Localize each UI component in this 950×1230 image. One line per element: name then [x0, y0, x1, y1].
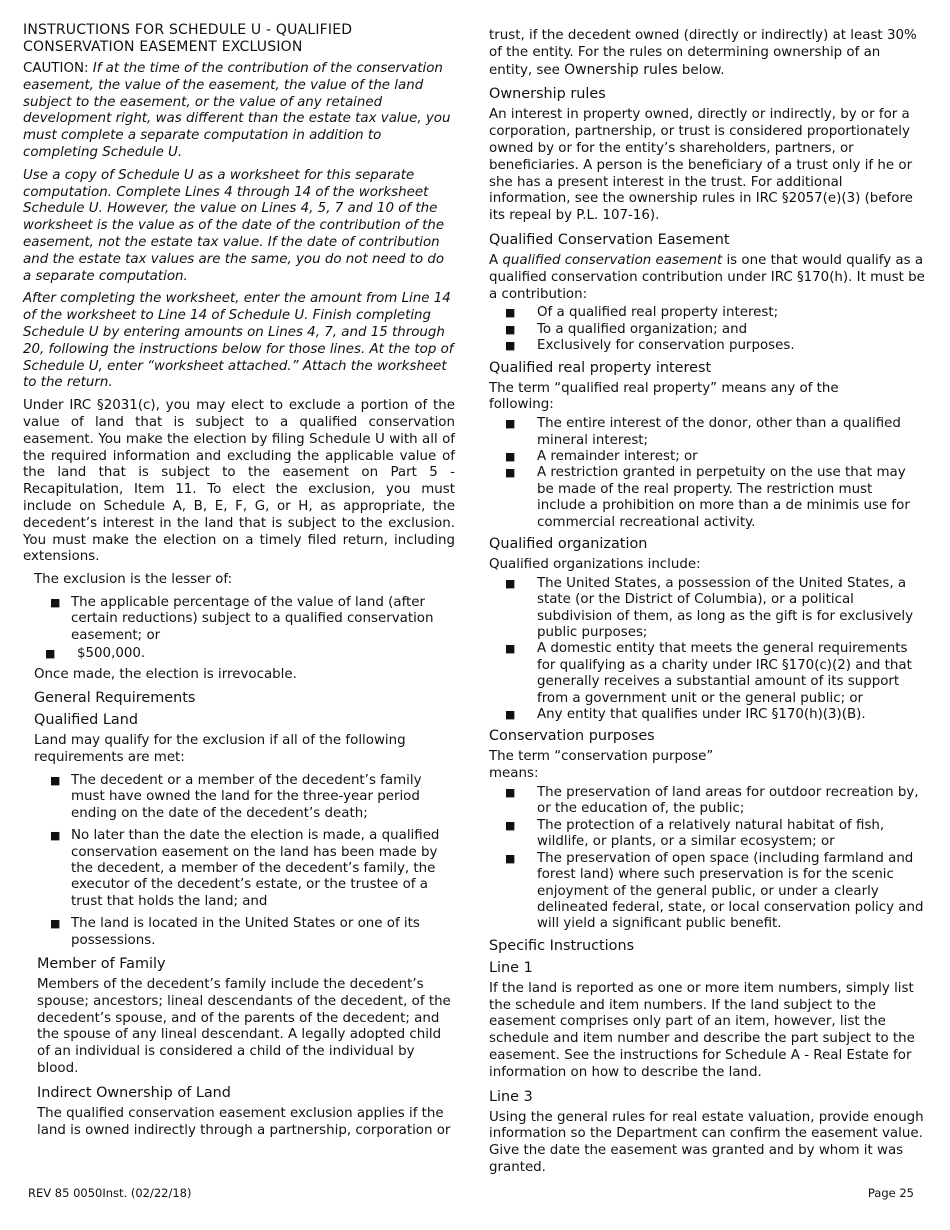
bullet-icon: ■: [505, 322, 516, 336]
bullet-icon: ■: [505, 417, 516, 431]
bullet-icon: ■: [505, 786, 516, 800]
bullet-icon: ■: [50, 595, 61, 609]
list-item: ■ $500,000.: [45, 646, 146, 662]
list-item: ■ The land is located in the United States or one of its possessions.: [50, 916, 420, 948]
heading-qualified-organization: Qualified organization: [489, 536, 648, 553]
bullet-icon: ■: [50, 773, 61, 787]
list-item: ■ To a qualified organization; and: [505, 321, 748, 337]
heading-general-requirements: General Requirements: [34, 690, 196, 707]
member-of-family-paragraph: Members of the decedent’s family include the decedent’s spouse; ancestors; lineal descendants of the decedent, of the decedent’s spouse, and of the parents of the decedent; and the spouse of any lineal descendant. A legally adopted child of an individual is considered a child of the individual by blood.: [37, 976, 451, 1076]
line-3-paragraph: Using the general rules for real estate valuation, provide enough information so the Department can confirm the easement value. Give the date the easement was granted and by whom it was granted.: [489, 1109, 924, 1175]
bullet-icon: ■: [505, 708, 516, 722]
list-item: ■ A remainder interest; or: [505, 448, 698, 464]
election-paragraph: Under IRC §2031(c), you may elect to exclude a portion of the value of land that is subject to a qualified conservation easement. You make the election by filing Schedule U with all of the required information and excluding the applicable value of the land that is subject to the easement on Part 5 - Recapitulation, Item 11. To elect the exclusion, you must include on Schedule A, B, E, F, G, or H, as appropriate, the decedent’s interest in the land that is subject to the exclusion. You must make the election on a timely filed return, including extensions.: [23, 398, 455, 565]
heading-line-1: Line 1: [489, 959, 533, 976]
bullet-icon: ■: [505, 818, 516, 832]
heading-specific-instructions: Specific Instructions: [489, 937, 635, 954]
lesser-intro: The exclusion is the lesser of:: [34, 572, 233, 588]
page-number: Page 25: [867, 1186, 914, 1200]
bullet-icon: ■: [505, 576, 516, 590]
bullet-icon: ■: [50, 917, 61, 931]
lesser-list: [23, 595, 455, 663]
list-item: ■ The decedent or a member of the decedent’s family must have owned the land for the three-year period ending on the date of the decedent’s death;: [50, 772, 422, 821]
cp-list: [489, 785, 925, 933]
heading-qualified-conservation-easement: Qualified Conservation Easement: [489, 231, 730, 248]
list-item: ■ A restriction granted in perpetuity on the use that may be made of the real property. The restriction must include a prohibition on more than a de minimis use for commercial recreational activity.: [505, 465, 910, 530]
list-item: ■ The entire interest of the donor, other than a qualified mineral interest;: [505, 416, 901, 448]
heading-line-3: Line 3: [489, 1088, 533, 1105]
caution-paragraph: [23, 61, 455, 162]
qo-intro: Qualified organizations include:: [489, 557, 701, 573]
ownership-rules-paragraph: An interest in property owned, directly or indirectly, by or for a corporation, partnership, or trust is considered proportionately owned by or for the entity’s shareholders, partners, or beneficiaries. A person is the beneficiary of a trust only if he or she has a present interest in the trust. For additional information, see the ownership rules in IRC §2057(e)(3) (before its repeal by P.L. 107-16).: [489, 107, 913, 224]
caution-text: If at the time of the contribution of the conservation easement, the value of the easement, the value of the land subject to the easement, or the value of any retained development right, was different than the estate tax value, you must complete a separate computation in addition to completing Schedule U.: [23, 61, 451, 160]
caution-label: CAUTION:: [23, 61, 93, 76]
title-line-2: CONSERVATION EASEMENT EXCLUSION: [23, 39, 303, 55]
indirect-ownership-paragraph: The qualified conservation easement exclusion applies if the land is owned indirectly through a partnership, corporation or: [37, 1105, 451, 1138]
heading-indirect-ownership: Indirect Ownership of Land: [37, 1084, 231, 1101]
worksheet-paragraph: Use a copy of Schedule U as a worksheet for this separate computation. Complete Lines 4 through 14 of the worksheet Schedule U. However, the value on Lines 4, 5, 7 and 10 of the worksheet is the value as of the date of the contribution of the easement, not the estate tax value. If the date of contribution and the estate tax values are the same, you do not need to do a separate computation.: [23, 167, 445, 284]
list-item: ■ The United States, a possession of the United States, a state (or the District of Columbia), or a political subdivision of them, as long as the gift is for exclusively public purposes;: [505, 575, 914, 641]
list-item: ■ A domestic entity that meets the general requirements for qualifying as a charity under IRC §170(c)(2) and that generally receives a substantial amount of its support from a government unit or the general public; or: [505, 641, 912, 706]
list-item: ■ The preservation of land areas for outdoor recreation by, or the education of, the public;: [505, 785, 919, 817]
bullet-icon: ■: [45, 647, 56, 661]
list-item: ■ Exclusively for conservation purposes.: [505, 338, 795, 354]
list-item: ■ The preservation of open space (including farmland and forest land) where such preservation is for the scenic enjoyment of the general public, or under a clearly delineated federal, state, or local conservation policy and will yield a significant public benefit.: [505, 850, 924, 932]
line-1-paragraph: If the land is reported as one or more item numbers, simply list the schedule and item numbers. If the land subject to the easement comprises only part of an item, however, list the schedule and item number and describe the part subject to the easement. See the instructions for Schedule A - Real Estate for information on how to describe the land.: [489, 980, 915, 1080]
form-identifier: REV 85 0050Inst. (02/22/18): [28, 1186, 192, 1200]
qrpi-intro: The term “qualified real property” means any of the following:: [489, 380, 839, 413]
heading-qualified-land: Qualified Land: [34, 712, 138, 729]
bullet-icon: ■: [505, 466, 516, 480]
bullet-icon: ■: [505, 306, 516, 320]
qce-term: qualified conservation easement: [502, 252, 723, 268]
irrevocable-note: Once made, the election is irrevocable.: [34, 666, 297, 682]
heading-qualified-real-property-interest: Qualified real property interest: [489, 359, 712, 376]
ownership-rules-reference: Ownership rules: [564, 61, 678, 78]
bullet-icon: ■: [505, 339, 516, 353]
list-item: ■ No later than the date the election is made, a qualified conservation easement on the land has been made by the decedent, a member of the decedent’s family, the executor of the decedent’s estate, or the trustee of a trust that holds the land; and: [50, 828, 440, 909]
qualified-land-intro: Land may qualify for the exclusion if all of the following requirements are met:: [34, 733, 406, 766]
heading-conservation-purposes: Conservation purposes: [489, 728, 655, 745]
title-line-1: INSTRUCTIONS FOR SCHEDULE U - QUALIFIED: [23, 22, 353, 38]
after-worksheet-paragraph: After completing the worksheet, enter the amount from Line 14 of the worksheet to Line 14 of Schedule U. Finish completing Schedule U by entering amounts on Lines 4, 7, and 15 through 20, following the instructions below for those lines. At the top of Schedule U, enter “worksheet attached.” Attach the worksheet to the return.: [23, 291, 454, 391]
bullet-icon: ■: [505, 851, 516, 865]
qualified-land-list: [23, 773, 455, 949]
qce-paragraph: A qualified conservation easement is one that would qualify as a qualified conservation contribution under IRC §170(h). It must be a contribution:: [489, 252, 925, 302]
list-item: ■ Of a qualified real property interest;: [505, 305, 779, 321]
continued-paragraph: trust, if the decedent owned (directly or indirectly) at least 30% of the entity. For the rules on determining ownership of an entity, see Ownership rules below.: [489, 28, 917, 78]
qce-list: [489, 305, 925, 354]
left-column: [23, 22, 455, 1145]
heading-ownership-rules: Ownership rules: [489, 86, 606, 103]
bullet-icon: ■: [505, 642, 516, 656]
list-item: ■ The protection of a relatively natural habitat of fish, wildlife, or plants, or a similar ecosystem; or: [505, 817, 885, 850]
right-column: [489, 28, 925, 1183]
list-item: ■ Any entity that qualifies under IRC §170(h)(3)(B).: [505, 707, 866, 723]
list-item: ■ The applicable percentage of the value of land (after certain reductions) subject to a qualified conservation easement; or: [50, 594, 434, 643]
qo-list: [489, 576, 925, 724]
page-title: [23, 22, 455, 56]
qrpi-list: [489, 416, 925, 531]
heading-member-of-family: Member of Family: [37, 955, 166, 972]
bullet-icon: ■: [505, 449, 516, 463]
cp-intro: The term “conservation purpose” means:: [489, 749, 714, 782]
bullet-icon: ■: [50, 829, 61, 843]
